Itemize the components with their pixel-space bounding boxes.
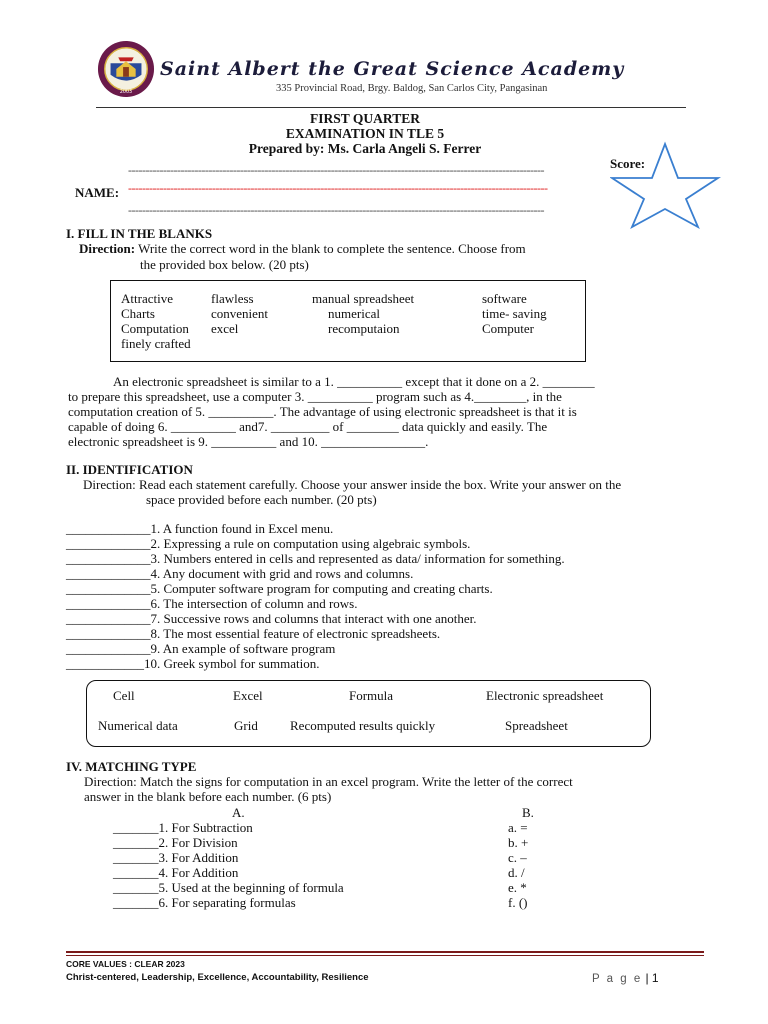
choice-grid: Grid <box>234 718 258 733</box>
section4-direction: Direction: Match the signs for computation in an excel program. Write the letter of the correct <box>84 774 573 789</box>
exam-title: EXAMINATION IN TLE 5 <box>285 126 445 141</box>
choice-excel: Excel <box>233 688 263 703</box>
word-bank-word: Computation <box>121 321 189 336</box>
paragraph-line: An electronic spreadsheet is similar to a 1. __________ except that it done on a 2. ________ <box>113 374 595 389</box>
matching-item: _______4. For Addition <box>113 865 239 880</box>
word-bank-word: numerical <box>328 306 380 321</box>
school-address: 335 Provincial Road, Brgy. Baldog, San Carlos City, Pangasinan <box>276 83 548 94</box>
identification-item: _____________4. Any document with grid and rows and columns. <box>66 566 414 581</box>
word-bank-word: excel <box>211 321 239 336</box>
word-bank-word: flawless <box>211 291 254 306</box>
logo-year: 2003 <box>119 90 133 96</box>
section4-direction-line2: answer in the blank before each number. (6 pts) <box>84 789 332 804</box>
matching-choice: d. / <box>508 865 525 880</box>
footer-divider-thin <box>66 955 704 956</box>
choice-electronic-spreadsheet: Electronic spreadsheet <box>486 688 604 703</box>
identification-item: _____________5. Computer software program for computing and creating charts. <box>66 581 493 596</box>
choice-formula: Formula <box>349 688 394 703</box>
word-bank-word: recomputaion <box>328 321 400 336</box>
section2-direction-line2: space provided before each number. (20 pts) <box>146 492 377 507</box>
matching-item: _______1. For Subtraction <box>113 820 253 835</box>
word-bank-word: manual spreadsheet <box>312 291 415 306</box>
matching-item: _______5. Used at the beginning of formula <box>113 880 344 895</box>
name-dash-top: ----------------------------------------------------------------------------------------------------------------------- <box>128 163 545 177</box>
section2-direction-text: Read each statement carefully. Choose your answer inside the box. Write your answer on the <box>135 477 622 492</box>
identification-item: _____________9. An example of software program <box>66 641 336 656</box>
page-separator: | <box>645 971 649 985</box>
paragraph-line: electronic spreadsheet is 9. __________ and 10. ________________. <box>68 434 429 449</box>
word-bank-word: time- saving <box>482 306 547 321</box>
page-label: P a g e <box>592 973 643 985</box>
identification-list <box>66 521 565 671</box>
word-bank-col1 <box>121 291 191 351</box>
section2-direction <box>83 477 621 493</box>
core-values-label: CORE VALUES : CLEAR 2023 <box>66 959 185 969</box>
word-bank-col2 <box>211 291 268 336</box>
column-a-header: A. <box>232 805 245 820</box>
identification-item: _____________7. Successive rows and columns that interact with one another. <box>66 611 477 626</box>
choice-recomputed-results: Recomputed results quickly <box>290 718 436 733</box>
section2-direction-label: Direction: <box>83 477 136 492</box>
section1-direction-label: Direction: <box>79 241 136 256</box>
identification-item: _____________8. The most essential feature of electronic spreadsheets. <box>66 626 441 641</box>
school-logo <box>97 40 155 98</box>
matching-choice: b. + <box>508 835 529 850</box>
page-number-value: 1 <box>651 971 659 985</box>
matching-choice: a. = <box>508 820 528 835</box>
word-bank-word: Attractive <box>121 291 173 306</box>
core-values-list: Christ-centered, Leadership, Excellence, Accountability, Resilience <box>66 972 369 983</box>
name-input-line[interactable]: ------------------------------------------------------------------------------------------------------------------------ <box>128 181 548 195</box>
page-number <box>592 970 659 986</box>
paragraph-line: capable of doing 6. __________ and7. _________ of ________ data quickly and easily. The <box>68 419 548 434</box>
word-bank-word: finely crafted <box>121 336 191 351</box>
section2-heading: II. IDENTIFICATION <box>66 462 193 477</box>
choice-cell: Cell <box>113 688 135 703</box>
paragraph-line: to prepare this spreadsheet, use a computer 3. __________ program such as 4.________, in the <box>68 389 562 404</box>
name-dash-bottom: ----------------------------------------------------------------------------------------------------------------------- <box>128 203 545 217</box>
prepared-by: Prepared by: Ms. Carla Angeli S. Ferrer <box>248 141 482 156</box>
exam-quarter: FIRST QUARTER <box>310 111 420 126</box>
paragraph-line: computation creation of 5. __________. The advantage of using electronic spreadsheet is that it is <box>68 404 577 419</box>
identification-item: ____________10. Greek symbol for summation. <box>66 656 320 671</box>
score-label: Score: <box>610 156 646 171</box>
identification-item: _____________3. Numbers entered in cells and represented as data/ information for something. <box>66 551 565 566</box>
matching-item: _______6. For separating formulas <box>113 895 296 910</box>
section1-direction <box>79 241 526 257</box>
header-divider <box>96 107 686 108</box>
section4-heading: IV. MATCHING TYPE <box>66 759 197 774</box>
choice-numerical-data: Numerical data <box>98 718 178 733</box>
matching-column-b <box>508 820 528 910</box>
word-bank-word: convenient <box>211 306 269 321</box>
school-name: Saint Albert the Great Science Academy <box>160 58 625 80</box>
matching-item: _______2. For Division <box>113 835 238 850</box>
matching-item: _______3. For Addition <box>113 850 239 865</box>
word-bank-word: software <box>482 291 527 306</box>
section1-direction-text: Write the correct word in the blank to complete the sentence. Choose from <box>135 241 526 256</box>
matching-choice: e. * <box>508 880 527 895</box>
identification-item: _____________1. A function found in Excel menu. <box>66 521 334 536</box>
matching-choice: f. () <box>508 895 528 910</box>
identification-item: _____________6. The intersection of column and rows. <box>66 596 358 611</box>
identification-item: _____________2. Expressing a rule on computation using algebraic symbols. <box>66 536 471 551</box>
word-bank-word: Charts <box>121 306 155 321</box>
word-bank-col3 <box>312 291 414 336</box>
section1-direction-line2: the provided box below. (20 pts) <box>140 257 309 272</box>
matching-column-a <box>113 820 344 910</box>
section1-heading: I. FILL IN THE BLANKS <box>66 226 213 241</box>
name-label: NAME: <box>75 185 120 200</box>
footer-divider-thick <box>66 951 704 953</box>
column-b-header: B. <box>522 805 534 820</box>
choice-spreadsheet: Spreadsheet <box>505 718 568 733</box>
word-bank-col4 <box>482 291 547 336</box>
word-bank-word: Computer <box>482 321 534 336</box>
star-icon <box>610 141 728 229</box>
matching-choice: c. – <box>508 850 527 865</box>
